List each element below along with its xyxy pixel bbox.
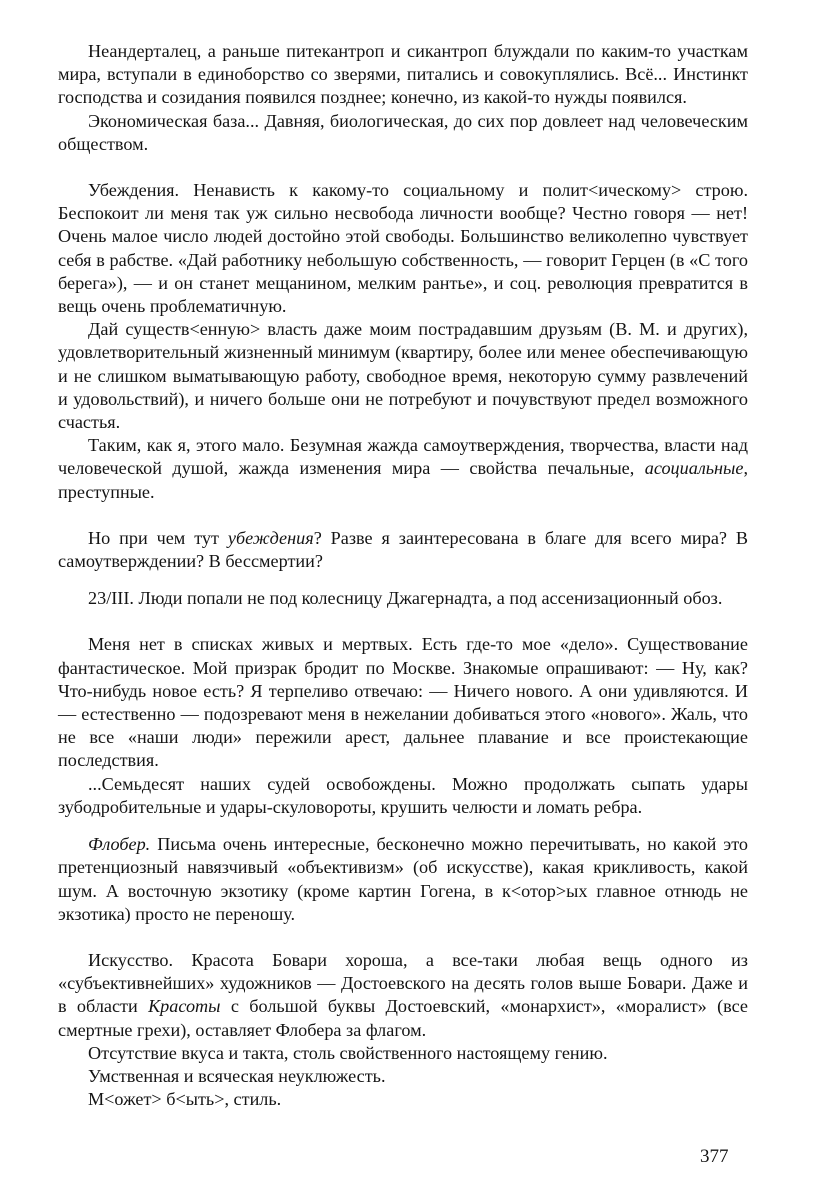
text-run: Таким, как я, этого мало. Безумная жажда самоутверждения, творчества, власти над человеческой душой, жажда изменения мира — свойства печальные, bbox=[58, 435, 748, 479]
italic-word: убеждения bbox=[227, 527, 314, 548]
italic-word: асоциальные bbox=[644, 458, 744, 479]
paragraph: Умственная и всяческая неуклюжесть. bbox=[88, 1065, 386, 1086]
paragraph: Меня нет в списках живых и мертвых. Есть где-то мое «дело». Существование фантастическое. Мой призрак бродит по Москве. Знакомые опрашивают: — Ну, как? Что-нибудь новое есть? Я терпеливо отвечаю: — Ничего нового. А они удивляются. И — естественно — подозревают меня в нежелании добиваться этого «нового». Жаль, что не все «наши люди» пережили арест, дальнее плавание и все проистекающие последствия. bbox=[58, 634, 748, 771]
spacer bbox=[58, 819, 748, 833]
text-run: Искусство. Красота Бовари хороша, а все-таки любая вещь одного из «субъективнейших» художников — Достоевского на десять голов выше Бовари. Даже и в области bbox=[58, 949, 748, 1017]
paragraph bbox=[58, 527, 748, 573]
spacer bbox=[58, 926, 748, 949]
paragraph bbox=[58, 833, 748, 926]
text-run: ? Разве я заинтересована в благе для всего мира? В самоутверждении? В бессмертии? bbox=[58, 527, 748, 572]
dated-entry: 23/III. Люди попали не под колесницу Джагернадта, а под ассенизационный обоз. bbox=[88, 588, 723, 609]
text-run: Но при чем тут bbox=[88, 527, 228, 548]
spacer bbox=[58, 573, 748, 587]
spacer bbox=[58, 504, 748, 527]
paragraph bbox=[58, 949, 748, 1042]
text-run: Письма очень интересные, бесконечно можно перечитывать, но какой это претенциозный навязчивый «объективизм» (об искусстве), какая крикливость, какой шум. А восточную экзотику (кроме картин Гогена, в к<отор>ых главное отнюдь не экзотика) просто не переношу. bbox=[58, 834, 748, 924]
spacer bbox=[58, 610, 748, 633]
text-run: , преступные. bbox=[58, 458, 748, 502]
paragraph: Отсутствие вкуса и такта, столь свойственного настоящему гению. bbox=[88, 1042, 608, 1063]
paragraph: М<ожет> б<ыть>, стиль. bbox=[88, 1089, 282, 1110]
italic-word: Флобер. bbox=[88, 834, 151, 855]
paragraph: Убеждения. Ненависть к какому-то социальному и полит<ическому> строю. Беспокоит ли меня так уж сильно несвобода личности вообще? Честно говоря — нет! Очень малое число людей достойно этой свободы. Большинство великолепно чувствует себя в рабстве. «Дай работнику небольшую собственность, — говорит Герцен (в «С того берега»), — и он станет мещанином, мелким рантье», и соц. революция превратится в вещь очень проблематичную. bbox=[58, 180, 748, 317]
paragraph bbox=[58, 434, 748, 504]
text-run: с большой буквы Достоевский, «монархист», «моралист» (все смертные грехи), оставляет Флобера за флагом. bbox=[58, 996, 748, 1040]
paragraph: Экономическая база... Давняя, биологическая, до сих пор довлеет над человеческим обществом. bbox=[58, 110, 748, 154]
italic-word: Красоты bbox=[148, 996, 221, 1017]
page-body bbox=[58, 40, 748, 1111]
paragraph: ...Семьдесят наших судей освобождены. Можно продолжать сыпать удары зубодробительные и удары-скуловороты, крушить челюсти и ломать ребра. bbox=[58, 773, 748, 817]
spacer bbox=[58, 156, 748, 179]
page-number: 377 bbox=[700, 1146, 729, 1167]
paragraph: Дай существ<енную> власть даже моим пострадавшим друзьям (В. М. и других), удовлетворительный жизненный минимум (квартиру, более или менее обеспечивающую и не слишком выматывающую работу, свободное время, некоторую сумму развлечений и удовольствий), и ничего больше они не потребуют и почувствуют предел возможного счастья. bbox=[58, 319, 748, 433]
paragraph: Неандерталец, а раньше питекантроп и сикантроп блуждали по каким-то участкам мира, вступали в единоборство со зверями, питались и совокуплялись. Всё... Инстинкт господства и созидания появился позднее; конечно, из какой-то нужды появился. bbox=[58, 41, 748, 108]
